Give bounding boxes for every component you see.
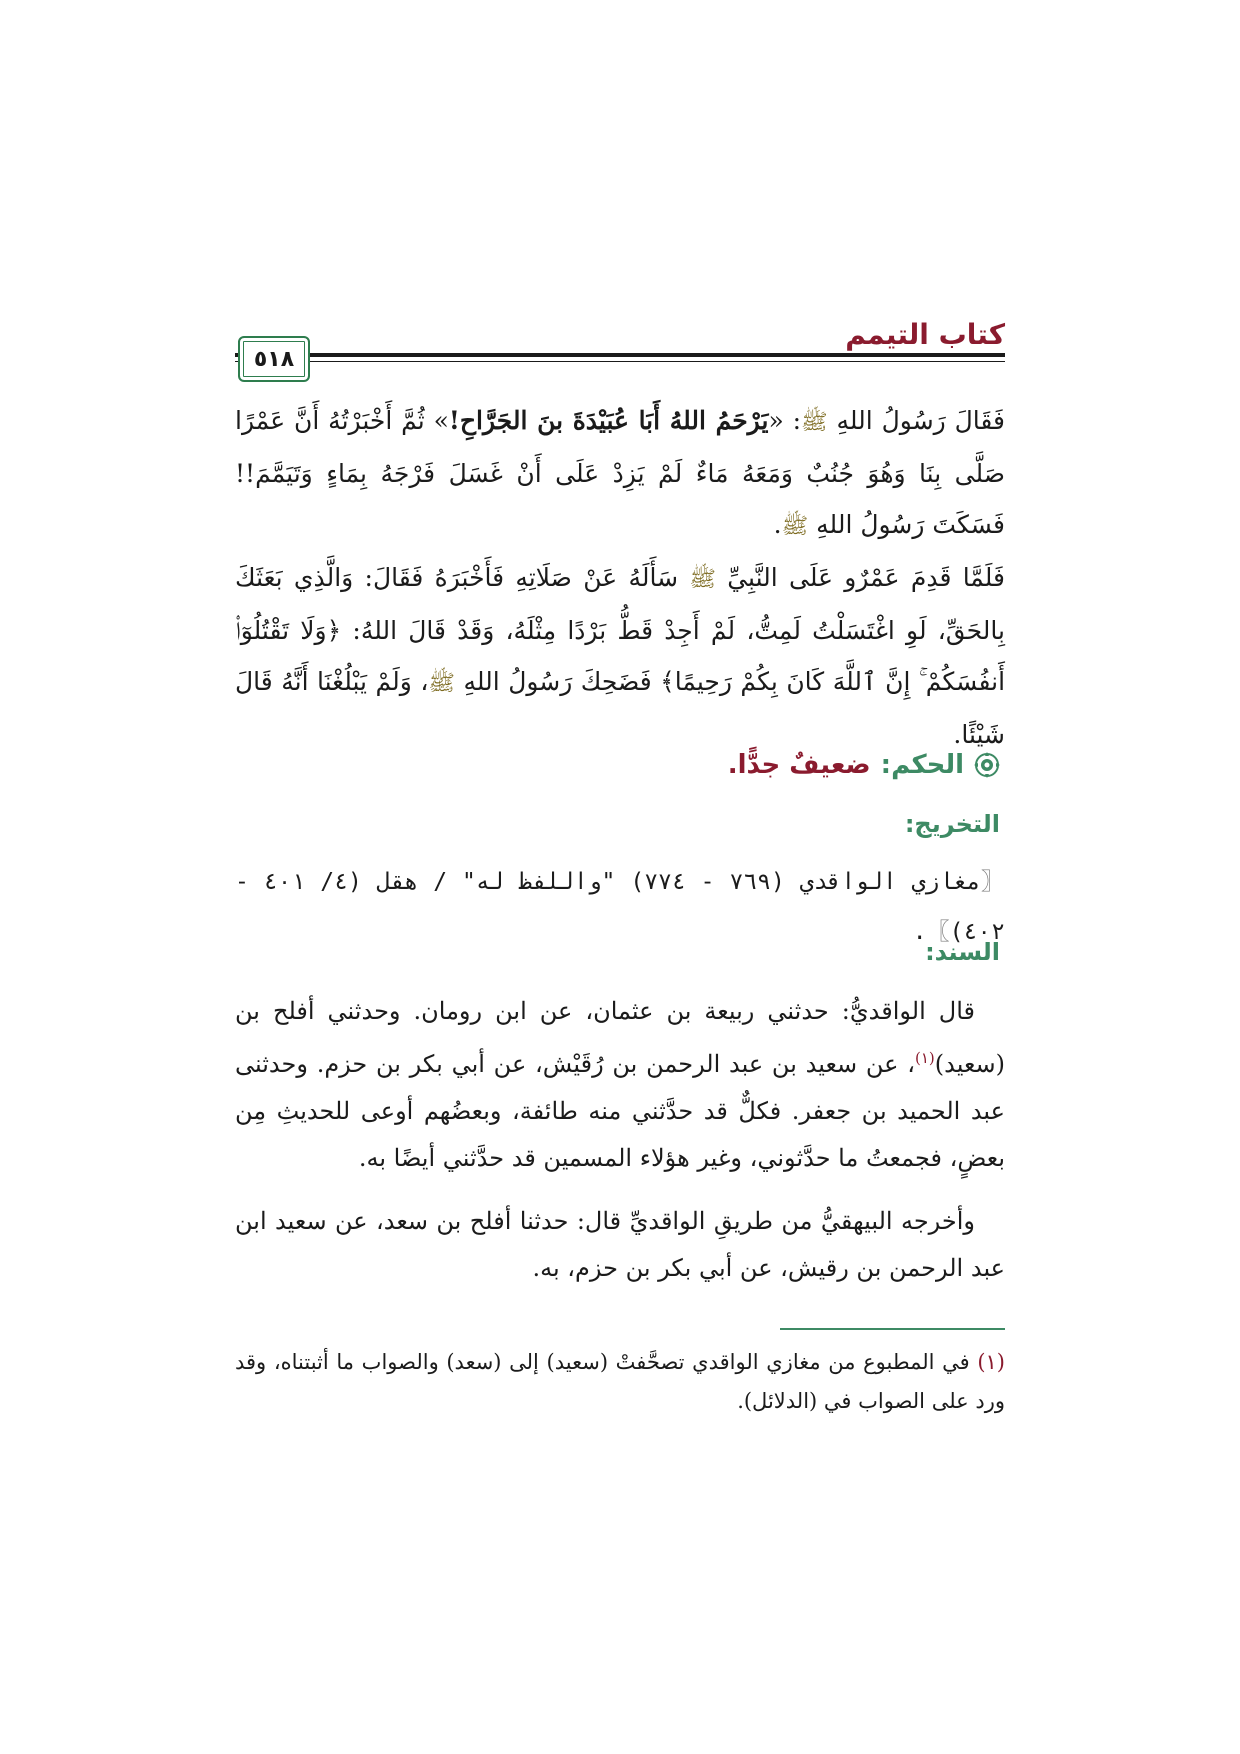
hadith-text xyxy=(235,395,1005,760)
footnote xyxy=(235,1343,1005,1421)
salla-glyph: ﷺ xyxy=(689,567,716,592)
takhrij-heading: التخريج: xyxy=(904,810,1000,838)
punctuation: . xyxy=(773,510,782,539)
sanad-heading: السند: xyxy=(925,938,1000,966)
quote-open: : « xyxy=(768,406,802,435)
sanad-paragraph-1 xyxy=(235,988,1005,1182)
punctuation: . xyxy=(912,919,927,945)
footnote-number: (١) xyxy=(977,1350,1005,1374)
footnote-rule xyxy=(780,1328,1005,1330)
hadith-text-segment: ، وَلَمْ يَبْلُغْنَا أَنَّهُ قَالَ شَيْئًا. xyxy=(235,667,1005,749)
hukm-line xyxy=(728,750,1000,780)
hadith-text-segment: فَقَالَ رَسُولُ اللهِ xyxy=(836,406,1005,435)
close-bracket: 〗 xyxy=(926,919,950,945)
takhrij-citation: مغازي الواقدي (٧٦٩ - ٧٧٤) "واللفظ له" / هقل (٤/ ٤٠١ - ٤٠٢) xyxy=(235,869,1005,945)
takhrij-text xyxy=(235,857,1005,957)
hukm-value: ضعيفٌ جدًّا. xyxy=(727,750,871,780)
sanad-paragraph-2: وأخرجه البيهقيُّ من طريقِ الواقديِّ قال: حدثنا أفلح بن سعد، عن سعيد ابن عبد الرحمن بن رقيش، عن أبي بكر بن حزم، به. xyxy=(235,1207,1005,1282)
salla-glyph: ﷺ xyxy=(801,410,828,435)
hukm-label: الحكم: xyxy=(880,750,964,780)
prophet-quote: يَرْحَمُ اللهُ أَبَا عُبَيْدَةَ بنَ الجَرَّاحِ! xyxy=(448,406,769,435)
sanad-text xyxy=(235,988,1005,1292)
ornament-icon xyxy=(974,752,1000,778)
page-number: ٥١٨ xyxy=(253,346,295,372)
quran-verse: ﴿وَلَا تَقْتُلُوٓا۟ أَنفُسَكُمْ ۚ إِنَّ ٱللَّهَ كَانَ بِكُمْ رَحِيمًا﴾ xyxy=(235,616,1006,696)
hadith-text-segment: فَضَحِكَ رَسُولُ اللهِ xyxy=(463,667,652,696)
salla-glyph: ﷺ xyxy=(781,514,809,539)
hadith-text-segment: سَأَلَهُ عَنْ صَلَاتِهِ فَأَخْبَرَهُ فَقَالَ: وَالَّذِي بَعَثَكَ بِالحَقِّ، لَوِ اغْتَسَلْتُ لَمِتُّ، لَمْ أَجِدْ قَطُّ بَرْدًا مِثْلَهُ، وَقَدْ قَالَ اللهُ: xyxy=(235,563,1005,645)
sanad-text-segment: قال الواقديُّ: حدثني ربيعة بن عثمان، عن ابن رومان. وحدثني أفلح بن (سعيد) xyxy=(235,997,1005,1078)
hadith-paragraph-2 xyxy=(235,552,1005,760)
header-rule xyxy=(290,353,1005,357)
hadith-paragraph-1 xyxy=(235,395,1005,552)
running-title: كتاب التيمم xyxy=(845,318,1005,351)
hadith-text-segment: فَلَمَّا قَدِمَ عَمْرٌو عَلَى النَّبِيِّ xyxy=(727,563,1005,592)
salla-glyph: ﷺ xyxy=(428,671,455,696)
hadith-text-segment: » ثُمَّ أَخْبَرْتُهُ أَنَّ عَمْرًا صَلَّى بِنَا وَهُوَ جُنُبٌ وَمَعَهُ مَاءٌ لَمْ يَزِدْ عَلَى أَنْ غَسَلَ فَرْجَهُ بِمَاءٍ وَتَيَمَّمَ!! فَسَكَتَ رَسُولُ اللهِ xyxy=(235,406,1005,539)
footnote-text: في المطبوع من مغازي الواقدي تصحَّفتْ (سعيد) إلى (سعد) والصواب ما أثبتناه، وقد ورد على الصواب في (الدلائل). xyxy=(235,1350,1005,1413)
open-bracket: 〖 xyxy=(980,869,1005,895)
header-rule-thin xyxy=(290,361,1005,362)
sanad-text-segment: ، عن سعيد بن عبد الرحمن بن رُقَيْش، عن أبي بكر بن حزم. وحدثنى عبد الحميد بن جعفر. فكلٌّ قد حدَّثني منه طائفة، وبعضُهم أوعى للحديثِ مِن بعضٍ، فجمعتُ ما حدَّثوني، وغير هؤلاء المسمين قد حدَّثني أيضًا به. xyxy=(235,1050,1005,1172)
footnote-reference[interactable]: (١) xyxy=(914,1049,935,1067)
page-number-badge xyxy=(238,336,310,382)
